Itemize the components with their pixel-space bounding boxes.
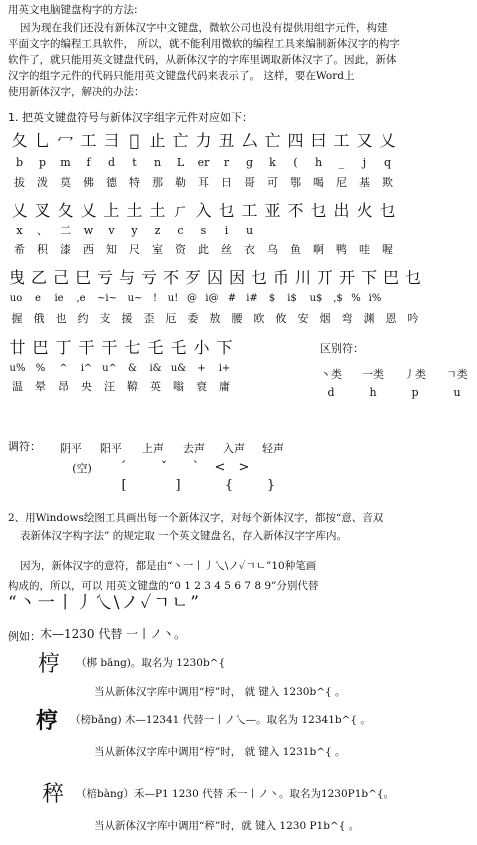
section-2-line: 表新体汉字构字法” 的规定取 一个英文键盘名，存入新体汉字字库内。 xyxy=(20,530,348,542)
component-glyph: 乇 xyxy=(170,338,187,357)
key-code: f xyxy=(86,156,91,169)
key-code: s xyxy=(200,224,207,237)
component-glyph: 止 xyxy=(149,131,166,150)
component-glyph: 与 xyxy=(118,268,135,287)
key-code: i& xyxy=(149,363,162,374)
key-code: b xyxy=(15,156,24,169)
pronunciation-char: 歪 xyxy=(143,312,155,325)
stroke-list: “丶一丨丿乀\ノ✓ㄱㄴ” xyxy=(8,593,201,613)
pronunciation-char: 恩 xyxy=(385,312,397,325)
component-glyph: 七 xyxy=(124,338,141,357)
key-code: # xyxy=(227,293,237,304)
pronunciation-char: 哥 xyxy=(244,176,255,189)
key-code: y xyxy=(131,224,138,237)
pronunciation-char: 衣 xyxy=(244,243,255,256)
distinguish-code: h xyxy=(369,386,377,399)
component-glyph: 巴 xyxy=(382,268,399,287)
key-code: v xyxy=(108,224,115,237)
pronunciation-char: 泼 xyxy=(37,176,48,189)
tone-key: [ xyxy=(121,478,127,493)
pronunciation-char: 那 xyxy=(152,176,163,189)
key-code: r xyxy=(223,156,230,169)
pronunciation-char: 知 xyxy=(106,243,117,256)
tone-name: 上声 xyxy=(142,442,164,455)
key-code: i$ xyxy=(287,293,297,304)
component-glyph: 囚 xyxy=(206,268,223,287)
pronunciation-char: 腰 xyxy=(231,312,243,325)
key-code: + xyxy=(197,363,206,374)
key-code: m xyxy=(60,156,71,169)
key-code: d xyxy=(107,156,116,169)
pronunciation-char: 援 xyxy=(121,312,133,325)
key-code: u$ xyxy=(309,293,323,304)
key-code: ,e xyxy=(76,293,86,304)
pronunciation-char: 喝 xyxy=(313,176,324,189)
pronunciation-char: 渊 xyxy=(363,312,375,325)
pronunciation-char: 弯 xyxy=(341,312,353,325)
component-glyph: 曰 xyxy=(310,131,327,150)
key-code: n xyxy=(153,156,162,169)
key-code: e xyxy=(35,293,41,304)
key-code: q xyxy=(383,156,392,169)
component-glyph: 因 xyxy=(228,268,245,287)
component-glyph: 歹 xyxy=(184,268,201,287)
pronunciation-row xyxy=(8,176,399,190)
pronunciation-char: 室 xyxy=(152,243,163,256)
example-instruction: 当从新体汉字库中调用“梈”时， 就 键入 1230b^{ 。 xyxy=(94,686,346,698)
key-code-row xyxy=(4,292,386,306)
component-glyph: 夂 xyxy=(57,201,74,220)
pronunciation-char: 西 xyxy=(83,243,94,256)
pronunciation-char: 喔 xyxy=(382,243,393,256)
key-code: L xyxy=(176,156,185,169)
distinguish-item: 丿类 xyxy=(404,368,426,381)
key-code-row xyxy=(8,224,261,238)
component-glyph: 乜 xyxy=(218,201,235,220)
component-glyph: 又 xyxy=(356,131,373,150)
example-note: （梆 bāng)。取名为 1230b^{ xyxy=(76,657,226,669)
component-glyph: 厶 xyxy=(241,131,258,150)
distinguish-code: d xyxy=(327,386,335,399)
component-glyph: 丌 xyxy=(316,268,333,287)
pronunciation-char: 也 xyxy=(55,312,67,325)
paragraph-line: 构成的，所以，可以 用英文键盘的“0 1 2 3 4 5 6 7 8 9”分别代替 xyxy=(8,580,319,592)
tone-name: 入声 xyxy=(223,442,245,455)
tone-keys xyxy=(100,478,292,493)
pronunciation-char: 敖 xyxy=(209,312,221,325)
pronunciation-char: 央 xyxy=(81,380,92,393)
tone-name: 去声 xyxy=(183,442,205,455)
component-glyph: 乂 xyxy=(80,201,97,220)
component-glyph-row xyxy=(6,268,424,288)
pronunciation-char: 尼 xyxy=(336,176,347,189)
tone-empty: (空) xyxy=(72,462,92,475)
pronunciation-char: 鸭 xyxy=(336,243,347,256)
tone-name: 轻声 xyxy=(262,442,284,455)
key-code: ! xyxy=(152,293,158,304)
component-glyph: 冖 xyxy=(57,131,74,150)
pronunciation-char: 支 xyxy=(99,312,111,325)
component-glyph: 巴 xyxy=(32,338,49,357)
pronunciation-char: 耳 xyxy=(198,176,209,189)
component-glyph: 夂 xyxy=(11,131,28,150)
distinguish-item: 丶类 xyxy=(320,368,342,381)
pronunciation-char: 昂 xyxy=(58,380,69,393)
component-glyph: 亡 xyxy=(264,131,281,150)
tone-mark: < xyxy=(214,460,226,475)
component-glyph: 币 xyxy=(272,268,289,287)
component-glyph: 土 xyxy=(149,201,166,220)
distinguish-code: u xyxy=(453,386,461,399)
component-glyph: 入 xyxy=(195,201,212,220)
pronunciation-char: 烟 xyxy=(319,312,331,325)
component-glyph: 乜 xyxy=(310,201,327,220)
tone-mark: ˊ xyxy=(119,460,127,475)
component-glyph: 乇 xyxy=(147,338,164,357)
key-code: ~i~ xyxy=(97,293,117,304)
component-glyph: 力 xyxy=(195,131,212,150)
key-code: u xyxy=(245,224,254,237)
key-code: er xyxy=(197,156,210,169)
key-code: i^ xyxy=(80,363,93,374)
distinguish-label: 区别符： xyxy=(320,342,364,355)
pronunciation-char: 鱼 xyxy=(290,243,301,256)
component-glyph: 丑 xyxy=(218,131,235,150)
component-glyph: 曳 xyxy=(8,268,25,287)
component-glyph: 干 xyxy=(78,338,95,357)
component-glyph: 不 xyxy=(162,268,179,287)
component-glyph: 乜 xyxy=(250,268,267,287)
key-code: h xyxy=(314,156,323,169)
key-code: ,$ xyxy=(333,293,343,304)
pronunciation-char: 温 xyxy=(12,380,23,393)
pronunciation-char: 啊 xyxy=(313,243,324,256)
page-title: 用英文电脑键盘构字的方法: xyxy=(8,4,138,16)
pronunciation-char: 可 xyxy=(267,176,278,189)
pronunciation-char: 衰 xyxy=(196,380,207,393)
pronunciation-char: 英 xyxy=(150,380,161,393)
distinguish-item: 一类 xyxy=(362,368,384,381)
key-code: j xyxy=(362,156,367,169)
component-glyph: 亡 xyxy=(172,131,189,150)
component-glyph: 丁 xyxy=(55,338,72,357)
pronunciation-char: 吟 xyxy=(407,312,419,325)
section-2-line: 2、用Windows绘图工具画出每一个新体汉字，对每个新体汉字，都按“意、音双 xyxy=(8,512,384,524)
tone-label: 调符： xyxy=(8,440,41,453)
component-glyph: 四 xyxy=(287,131,304,150)
component-glyph: 乚 xyxy=(34,131,51,150)
key-code: i+ xyxy=(218,363,231,374)
pronunciation-char: 握 xyxy=(11,312,23,325)
key-code: 、 xyxy=(37,224,48,237)
component-glyph: 亏 xyxy=(96,268,113,287)
tone-key: } xyxy=(266,478,276,493)
component-glyph: 不 xyxy=(287,201,304,220)
key-code: _ xyxy=(338,156,345,169)
intro-line: 因为现在我们还没有新体汉字中文键盘，微软公司也没有提供用组字元件，构建 xyxy=(20,22,388,34)
key-code: u~ xyxy=(127,293,143,304)
component-glyph: 川 xyxy=(294,268,311,287)
example-glyph: 稡 xyxy=(42,782,65,807)
distinguish-item: ㄱ类 xyxy=(446,368,468,381)
component-glyph: 开 xyxy=(338,268,355,287)
pronunciation-char: 庸 xyxy=(219,380,230,393)
key-code: & xyxy=(128,363,137,374)
example-note: （榜bǎng) 木—12341 代替一丨ノ乀—。取名为 12341b^{ 。 xyxy=(70,714,371,726)
pronunciation-char: 欧 xyxy=(253,312,265,325)
pronunciation-row xyxy=(6,312,424,326)
component-glyph: 工 xyxy=(241,201,258,220)
component-glyph: 廿 xyxy=(9,338,26,357)
tone-name: 阴平 xyxy=(60,442,82,455)
key-code: t xyxy=(132,156,137,169)
distinguish-code: p xyxy=(411,386,419,399)
pronunciation-char: 晕 xyxy=(35,380,46,393)
component-glyph: 彐 xyxy=(103,131,120,150)
key-code: i% xyxy=(368,293,382,304)
pronunciation-char: 希 xyxy=(14,243,25,256)
key-code: p xyxy=(38,156,47,169)
pronunciation-char: 基 xyxy=(359,176,370,189)
key-code: g xyxy=(245,156,254,169)
component-glyph: 亚 xyxy=(264,201,281,220)
pronunciation-char: 委 xyxy=(187,312,199,325)
key-code: w xyxy=(83,224,94,237)
distinguish-items xyxy=(310,366,477,382)
paragraph-line: 因为，新体汉字的意符，都是由“丶一丨丿乀\ノ✓ㄱㄴ”10种笔画 xyxy=(20,560,317,572)
key-code: % xyxy=(351,293,361,304)
pronunciation-char: 俄 xyxy=(33,312,45,325)
pronunciation-char: 丝 xyxy=(221,243,232,256)
tone-marks xyxy=(62,460,256,476)
pronunciation-char: 汪 xyxy=(104,380,115,393)
tone-mark: ˇ xyxy=(160,460,168,475)
key-code: ( xyxy=(293,156,298,169)
component-glyph: 上 xyxy=(103,201,120,220)
example-instruction: 当从新体汉字库中调用“稡”时，就 键入 1230 P1b^{ 。 xyxy=(94,820,360,832)
pronunciation-char: 嗡 xyxy=(173,380,184,393)
pronunciation-char: 特 xyxy=(129,176,140,189)
key-code: z xyxy=(154,224,161,237)
tone-key: { xyxy=(224,478,234,493)
pronunciation-char: 厄 xyxy=(165,312,177,325)
pronunciation-char: 莫 xyxy=(60,176,71,189)
component-glyph: 乜 xyxy=(379,201,396,220)
key-code-row xyxy=(8,156,399,170)
pronunciation-char: 勒 xyxy=(175,176,186,189)
pronunciation-char: 日 xyxy=(221,176,232,189)
component-glyph-row xyxy=(8,131,399,151)
pronunciation-char: 哇 xyxy=(359,243,370,256)
tone-names xyxy=(52,440,292,456)
example-glyph: 梈 xyxy=(36,708,59,734)
pronunciation-row xyxy=(8,243,399,257)
component-glyph: ㄏ xyxy=(172,201,189,220)
key-code-row xyxy=(6,362,236,376)
key-code: ie xyxy=(54,293,64,304)
pronunciation-char: 攸 xyxy=(275,312,287,325)
key-code: i xyxy=(224,224,229,237)
tone-mark: ˋ xyxy=(192,460,200,475)
pronunciation-char: 尺 xyxy=(129,243,140,256)
example-instruction: 当从新体汉字库中调用“梈”时， 就 键入 1231b^{ 。 xyxy=(94,746,346,758)
key-code: u& xyxy=(170,363,187,374)
key-code: i# xyxy=(246,293,258,304)
key-code: x xyxy=(16,224,23,237)
pronunciation-char: 此 xyxy=(198,243,209,256)
pronunciation-char: 积 xyxy=(37,243,48,256)
pronunciation-char: 欺 xyxy=(382,176,393,189)
key-code: k xyxy=(269,156,276,169)
intro-line: 汉字的组字元件的代码只能用英文键盘代码来表示了。 这样，要在Word上 xyxy=(8,70,355,82)
key-code: ^ xyxy=(59,363,68,374)
component-glyph: 土 xyxy=(126,201,143,220)
intro-line: 平面文字的编程工具软件， 所以，就不能利用微软的编程工具来编制新体汉字的构字 xyxy=(8,38,400,50)
component-glyph-row xyxy=(8,201,399,221)
component-glyph: 下 xyxy=(360,268,377,287)
example-note: （棓bàng）禾—P1 1230 代替 禾一丨ノ丶。取名为1230P1b^{。 xyxy=(76,788,395,800)
component-glyph: 火 xyxy=(356,201,373,220)
key-code: c xyxy=(177,224,184,237)
component-glyph: 乙 xyxy=(30,268,47,287)
intro-line: 使用新体汉字，解决的办法： xyxy=(8,86,145,98)
pronunciation-char: 漆 xyxy=(60,243,71,256)
component-glyph: 干 xyxy=(101,338,118,357)
component-glyph: 工 xyxy=(333,131,350,150)
pronunciation-char: 鞥 xyxy=(127,380,138,393)
key-code: @ xyxy=(187,293,197,304)
pronunciation-char: 鄂 xyxy=(290,176,301,189)
tone-mark: > xyxy=(238,460,250,475)
component-glyph-row xyxy=(6,338,236,358)
key-code: $ xyxy=(268,293,276,304)
component-glyph: 己 xyxy=(52,268,69,287)
example-label: 例如： xyxy=(8,630,41,643)
example-glyph: 梈 xyxy=(38,652,61,677)
component-glyph: 巳 xyxy=(74,268,91,287)
key-code: u! xyxy=(167,293,179,304)
example-line: 木—1230 代替 一丨ノ丶。 xyxy=(40,627,187,641)
section-1-heading: 1. 把英文键盘符号与新体汉字组字元件对应如下： xyxy=(8,111,253,124)
key-code: u% xyxy=(9,363,26,374)
pronunciation-char: 安 xyxy=(297,312,309,325)
component-glyph: 𠀉 xyxy=(129,131,140,150)
intro-line: 软件了，就只能用英文键盘代码，从新体汉字的字库里调取新体汉字了。因此，新体 xyxy=(8,54,397,66)
key-code: uo xyxy=(9,293,23,304)
component-glyph: 出 xyxy=(333,201,350,220)
tone-name: 阳平 xyxy=(100,442,122,455)
pronunciation-char: 约 xyxy=(77,312,89,325)
key-code: % xyxy=(35,363,46,374)
key-code: 二 xyxy=(60,224,71,237)
key-code: i@ xyxy=(205,293,219,304)
component-glyph: 叉 xyxy=(34,201,51,220)
component-glyph: 亏 xyxy=(140,268,157,287)
component-glyph: 乂 xyxy=(379,131,396,150)
component-glyph: 小 xyxy=(193,338,210,357)
key-code: u^ xyxy=(102,363,117,374)
pronunciation-char: 德 xyxy=(106,176,117,189)
pronunciation-char: 乌 xyxy=(267,243,278,256)
pronunciation-row xyxy=(6,380,236,394)
tone-key: ] xyxy=(175,478,181,493)
pronunciation-char: 佛 xyxy=(83,176,94,189)
component-glyph: 乂 xyxy=(11,201,28,220)
distinguish-codes xyxy=(310,386,477,399)
component-glyph: 下 xyxy=(216,338,233,357)
component-glyph: 工 xyxy=(80,131,97,150)
component-glyph: 乜 xyxy=(404,268,421,287)
pronunciation-char: 资 xyxy=(175,243,186,256)
pronunciation-char: 拔 xyxy=(14,176,25,189)
